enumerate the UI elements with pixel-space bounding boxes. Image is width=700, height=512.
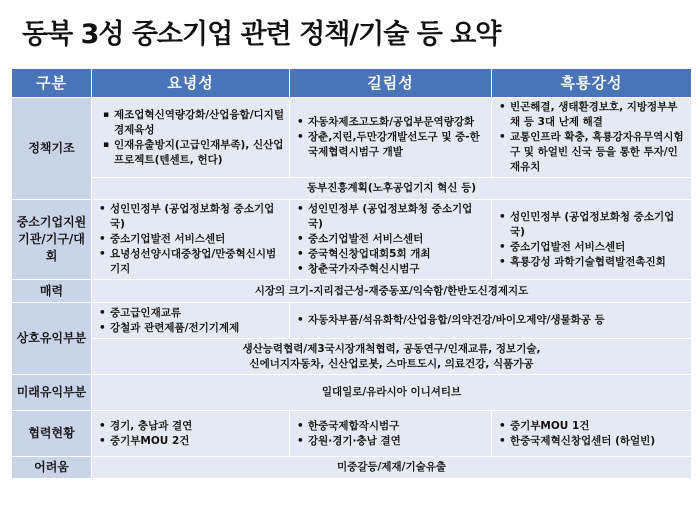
- list-item: • 자동차제조고도화/공업부문역량강화: [308, 115, 487, 130]
- list-item: ▪ 제조업혁신역량강화/산업융합/디지털경제육성: [114, 108, 285, 138]
- list-item: • 창춘국가자주혁신시범구: [308, 262, 487, 277]
- table-row: [12, 457, 692, 479]
- cell-mutual-jilin-heilongjiang: [290, 303, 692, 339]
- header-liaoning: 요녕성: [92, 69, 290, 98]
- cell-sme-liaoning: [92, 200, 290, 280]
- page-title: 동북 3성 중소기업 관련 정책/기술 등 요약: [22, 19, 501, 50]
- table-row: [12, 375, 692, 411]
- cell-policy-heilongjiang: [492, 98, 692, 178]
- list-item: • 한중국제합작시범구: [308, 419, 487, 434]
- row-label-sme: 중소기업지원기관/기구/대회: [12, 200, 92, 280]
- table-row: [12, 200, 692, 280]
- summary-table: [11, 68, 692, 479]
- row-label-difficulty: 어려움: [12, 457, 92, 479]
- list-item: • 빈곤해결, 생태환경보호, 지방정부부채 등 3대 난제 해결: [510, 100, 687, 130]
- header-category: 구분: [12, 69, 92, 98]
- list-item: • 중고급인재교류: [110, 306, 285, 321]
- table-row: [12, 98, 692, 178]
- row-label-coop: 협력현황: [12, 411, 92, 457]
- list-item: ▪ 인재유출방지(고급인재부족), 신산업프로젝트(텐센트, 헌다): [114, 138, 285, 168]
- mutual-common-line-2: 신에너지자동차, 신산업로봇, 스마트도시, 의료건강, 식품가공: [249, 357, 534, 370]
- list-item: • 성인민정부 (공업정보화청 중소기업국): [308, 202, 487, 232]
- cell-coop-jilin: [290, 411, 492, 457]
- cell-coop-liaoning: [92, 411, 290, 457]
- cell-policy-liaoning: [92, 98, 290, 178]
- table-row: [12, 339, 692, 375]
- table-row: [12, 280, 692, 303]
- row-label-policy: 정책기조: [12, 98, 92, 200]
- cell-policy-jilin: [290, 98, 492, 178]
- list-item: • 중소기업발전 서비스센터: [110, 232, 285, 247]
- list-item: • 성인민정부 (공업정보화청 중소기업국): [510, 210, 687, 240]
- header-jilin: 길림성: [290, 69, 492, 98]
- header-row: [12, 69, 692, 98]
- list-item: • 중기부MOU 2건: [110, 434, 285, 449]
- list-item: • 중국혁신창업대회5회 개최: [308, 247, 487, 262]
- list-item: • 강원·경기·충남 결연: [308, 434, 487, 449]
- list-item: • 성인민정부 (공업정보화청 중소기업국): [110, 202, 285, 232]
- cell-sme-jilin: [290, 200, 492, 280]
- header-heilongjiang: 흑룡강성: [492, 69, 692, 98]
- list-item: • 자동차부품/석유화학/산업융합/의약건강/바이오제약/생물화공 등: [308, 313, 687, 328]
- row-label-future: 미래유익부분: [12, 375, 92, 411]
- list-item: • 장춘,지린,두만강개발선도구 및 중-한국제협력시범구 개발: [308, 130, 487, 160]
- list-item: • 요녕성선양시대중창업/만중혁신시범기지: [110, 247, 285, 277]
- list-item: • 강철과 관련제품/전기기계제: [110, 321, 285, 336]
- table-row: [12, 178, 692, 200]
- table-row: [12, 411, 692, 457]
- cell-policy-common: 동부진흥계획(노후공업기지 혁신 등): [92, 178, 692, 200]
- list-item: • 중소기업발전 서비스센터: [510, 240, 687, 255]
- table-row: [12, 303, 692, 339]
- list-item: • 경기, 충남과 결연: [110, 419, 285, 434]
- list-item: • 흑룡강성 과학기술협력발전촉진회: [510, 255, 687, 270]
- cell-difficulty-common: 미중갈등/제재/기술유출: [92, 457, 692, 479]
- cell-sme-heilongjiang: [492, 200, 692, 280]
- cell-coop-heilongjiang: [492, 411, 692, 457]
- row-label-mutual: 상호유익부분: [12, 303, 92, 375]
- list-item: • 교통인프라 확충, 흑룡강자유무역시험구 및 하얼빈 신국 등을 통한 투자/인재유치: [510, 130, 687, 175]
- cell-mutual-liaoning: [92, 303, 290, 339]
- cell-future-common: 일대일로/유라시아 이니셔티브: [92, 375, 692, 411]
- cell-appeal-common: 시장의 크기-지리접근성-재중동포/익숙함/한반도신경제지도: [92, 280, 692, 303]
- cell-mutual-common: [92, 339, 692, 375]
- list-item: • 한중국제혁신창업센터 (하얼빈): [510, 434, 687, 449]
- list-item: • 중소기업발전 서비스센터: [308, 232, 487, 247]
- list-item: • 중기부MOU 1건: [510, 419, 687, 434]
- mutual-common-line-1: 생산능력협력/제3국시장개척협력, 공동연구/인재교류, 정보기술,: [242, 342, 541, 355]
- row-label-appeal: 매력: [12, 280, 92, 303]
